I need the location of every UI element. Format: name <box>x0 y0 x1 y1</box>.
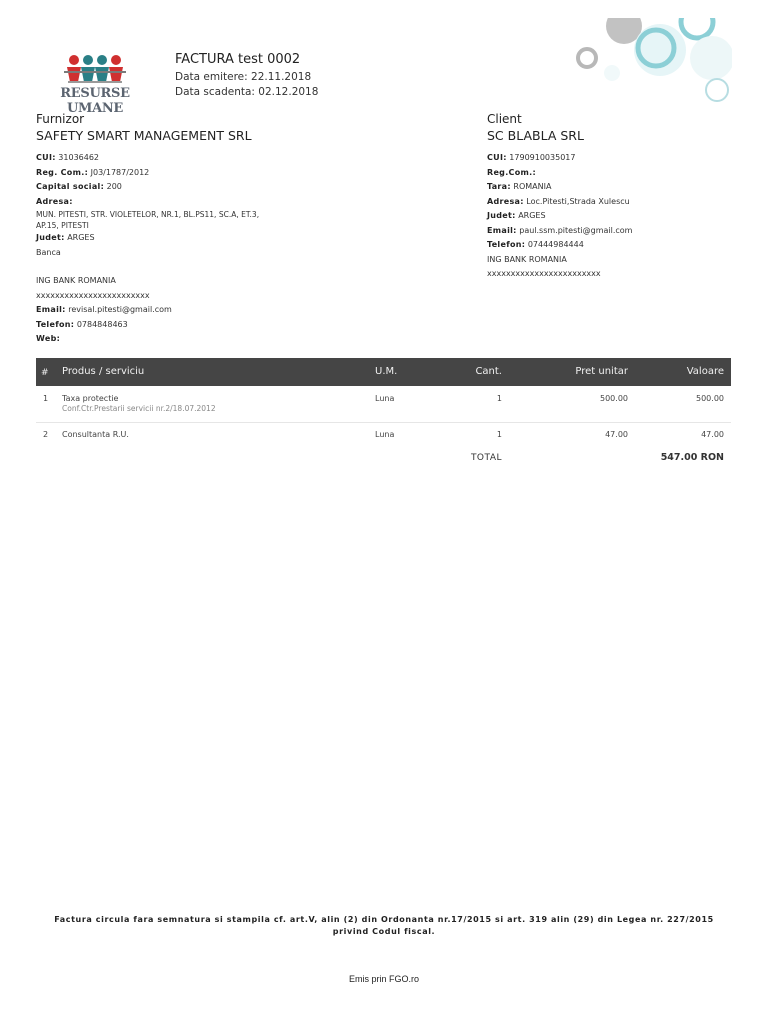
client-name: SC BLABLA SRL <box>487 128 584 143</box>
supplier-iban: xxxxxxxxxxxxxxxxxxxxxxxx <box>36 290 150 300</box>
supplier-address-label: Adresa: <box>36 196 73 206</box>
client-country: Tara: ROMANIA <box>487 182 552 191</box>
row-product: Consultanta R.U. <box>62 430 129 439</box>
supplier-address-line2: AP.15, PITESTI <box>36 221 89 230</box>
supplier-web: Web: <box>36 334 61 343</box>
client-county: Judet: ARGES <box>487 211 546 220</box>
logo-text: RESURSE UMANE <box>60 86 130 116</box>
supplier-capital: Capital social: 200 <box>36 182 122 191</box>
client-iban: xxxxxxxxxxxxxxxxxxxxxxxx <box>487 269 601 278</box>
issue-date: Data emitere: 22.11.2018 <box>175 71 312 83</box>
supplier-name: SAFETY SMART MANAGEMENT SRL <box>36 128 252 143</box>
decorative-circles-icon <box>572 18 732 108</box>
supplier-bank-label: Banca <box>36 247 61 257</box>
row-detail: Conf.Ctr.Prestarii servicii nr.2/18.07.2012 <box>62 404 216 413</box>
client-reg: Reg.Com.: <box>487 167 536 177</box>
supplier-county: Judet: ARGES <box>36 233 95 242</box>
row-unit-price: 500.00 <box>600 394 628 403</box>
total-value: 547.00 RON <box>660 452 724 463</box>
people-logo-icon <box>40 52 150 88</box>
col-qty: Cant. <box>475 366 502 377</box>
col-num: # <box>41 368 49 378</box>
supplier-phone: Telefon: 0784848463 <box>36 319 128 329</box>
row-product: Taxa protectie <box>62 394 119 403</box>
supplier-reg: Reg. Com.: J03/1787/2012 <box>36 167 150 177</box>
row-um: Luna <box>375 394 395 403</box>
col-product: Produs / serviciu <box>62 366 145 377</box>
col-value: Valoare <box>686 366 724 377</box>
row-num: 1 <box>43 394 49 403</box>
client-cui: CUI: 1790910035017 <box>487 153 576 162</box>
total-label: TOTAL <box>470 453 502 463</box>
col-um: U.M. <box>375 366 398 377</box>
row-um: Luna <box>375 430 395 439</box>
invoice-title: FACTURA test 0002 <box>175 52 301 67</box>
supplier-email: Email: revisal.pitesti@gmail.com <box>36 305 172 314</box>
issued-by: Emis prin FGO.ro <box>348 974 419 984</box>
items-table-header <box>36 358 731 386</box>
row-num: 2 <box>43 430 49 439</box>
company-logo <box>40 52 150 116</box>
supplier-details <box>36 151 336 347</box>
row-qty: 1 <box>496 430 502 439</box>
client-bank: ING BANK ROMANIA <box>487 254 567 264</box>
row-qty: 1 <box>496 394 502 403</box>
client-details <box>487 151 727 282</box>
supplier-bank: ING BANK ROMANIA <box>36 276 116 285</box>
row-unit-price: 47.00 <box>605 430 628 439</box>
due-date: Data scadenta: 02.12.2018 <box>175 86 319 98</box>
client-label: Client <box>487 112 522 126</box>
row-value: 500.00 <box>696 394 724 403</box>
row-divider <box>36 422 731 423</box>
client-phone: Telefon: 07444984444 <box>487 240 584 249</box>
supplier-address-line1: MUN. PITESTI, STR. VIOLETELOR, NR.1, BL.PS11, SC.A, ET.3, <box>36 210 260 219</box>
row-value: 47.00 <box>701 430 724 439</box>
legal-footnote: Factura circula fara semnatura si stampila cf. art.V, alin (2) din Ordonanta nr.17/2015 si art. 319 alin (29) din Legea nr. 227/2015 privind Codul fiscal. <box>54 915 714 936</box>
supplier-label: Furnizor <box>36 112 85 126</box>
client-email: Email: paul.ssm.pitesti@gmail.com <box>487 225 633 235</box>
supplier-cui: CUI: 31036462 <box>36 153 100 162</box>
client-address: Adresa: Loc.Pitesti,Strada Xulescu <box>487 196 630 206</box>
col-unit-price: Pret unitar <box>575 366 628 377</box>
